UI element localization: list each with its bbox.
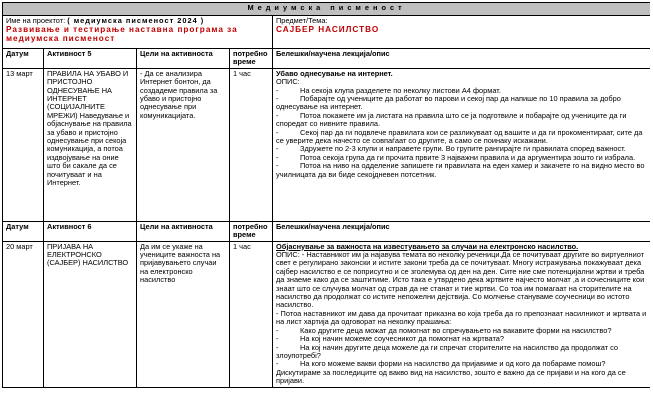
list-item: - На кого можеме вакви форми на насилство да пријавиме и од кого да побараме помош? — [276, 359, 606, 369]
col-activity5-header: Активност 5 — [44, 49, 137, 69]
subject-label: Предмет/Тема: — [276, 16, 328, 25]
row1-time: 1 час — [230, 68, 273, 221]
row2-notes-p1: ОПИС: - Наставникот им ја најавува темата во неколку реченици.Да се почитуваат другите во виртуелниот свет е регулирано законски и истите закони треба да се почитуваат. Многу истражувања покажуваат дека сајбер насилство е се поприсутно и се зголемува од ден на ден. Сите ние сме потенцијални жртви и треба да знаеме како да се заштитиме. Исто така е утврдено дека жртвите најчесто молчат ,а и сочесниците кои знаат што се случува молчат од страв да не станат и тие жртви. Со тоа им помагаат на сторителите на насилство да продолжат со истите непожелни дејствија. Со молчење стануваме соучесници во истото насилство. — [276, 250, 645, 310]
row1-date: 13 март — [3, 68, 44, 221]
list-item: - Здружете по 2-3 клупи и направете групи. Во групите рангирајте ги правилата според важност. — [276, 144, 626, 154]
subject-value: САЈБЕР НАСИЛСТВО — [276, 25, 380, 35]
col-time-header: потребно време — [230, 221, 273, 241]
row1-goals: - Да се анализира Интернет бонтон, да создадеме правила за убаво и пристојно однесување при комуникацијата. — [137, 68, 230, 221]
subject-cell — [273, 16, 651, 49]
project-subtitle: Развивање и тестирање наставна програма за медиумска писменост — [6, 25, 238, 44]
row1-notes — [273, 68, 651, 221]
lesson-plan-table — [2, 2, 650, 388]
row1-notes-intro: ОПИС: — [276, 77, 300, 87]
list-item: - Како другите деца можат да помогнат во спречувањето на вакавите форми на насилство? — [276, 325, 612, 335]
row2-activity: ПРИЈАВА НА ЕЛЕКТРОНСКО (САЈБЕР) НАСИЛСТВО — [44, 241, 137, 387]
list-item: - Побарајте од учениците да работат во парови и секој пар да напише по 10 правила за добро однесување на интернет. — [276, 94, 621, 112]
list-item: - Потоа секоја група да ги прочита првите 3 најважни правила и да аргументира зошто ги избрала. — [276, 152, 636, 162]
project-label: Име на проектот: — [6, 16, 66, 25]
row2-time: 1 час — [230, 241, 273, 387]
table-header-row — [3, 221, 651, 241]
project-cell — [3, 16, 273, 49]
list-item: - На кој начин можеме соучесникот да помогнат на жртвата? — [276, 334, 505, 344]
col-activity6-header: Активност 6 — [44, 221, 137, 241]
project-value: ( медиумска писменост 2024 ) — [67, 16, 205, 25]
lesson-plan-page — [2, 2, 650, 416]
col-notes-header: Белешки/научена лекција/опис — [273, 49, 651, 69]
table-header-row — [3, 49, 651, 69]
col-date-header: Датум — [3, 49, 44, 69]
table-row — [3, 241, 651, 387]
row2-notes-title: Објаснување за важноста на известувањето за случаи на електронско насилство. — [276, 241, 579, 251]
row1-activity: ПРАВИЛА НА УБАВО И ПРИСТОЈНО ОДНЕСУВАЊЕ НА ИНТЕРНЕТ (СОЦИЈАЛНИТЕ МРЕЖИ) Наведување и објаснување на правила за убаво и пристојно однесување при секоја комуникација, а потоа издвојување на оние што би сакале да се почитуваат и на Интернет. — [44, 68, 137, 221]
col-goals-header: Цели на активноста — [137, 221, 230, 241]
col-date-header: Датум — [3, 221, 44, 241]
project-header-row — [3, 16, 651, 49]
row2-notes-p2: - Потоа наставникот им дава да прочитаат приказна во која треба да го препознаат насилникот и жртвата и на лист хартија да одговорат на неколку прашања: — [276, 308, 647, 327]
row2-goals: Да им се укаже на учениците важноста на пријавувањето случаи на електронско насилство — [137, 241, 230, 387]
document-title: Медиумска писменост — [3, 3, 651, 16]
list-item: - На секоја клупа разделете по неколку листови А4 формат. — [276, 85, 501, 95]
list-item: - Потоа покажете им ја листата на правила што се ја подготвиле и побарајте од учениците да ги споредат со нивните правила. — [276, 110, 627, 129]
table-row — [3, 68, 651, 221]
col-goals-header: Цели на активноста — [137, 49, 230, 69]
list-item: - Потоа на ниво на одделение запишете ги правилата на еден хамер и закачете го на видно место во училницата да ви биде секојдневен потсетник. — [276, 161, 645, 179]
col-notes-header: Белешки/научена лекција/опис — [273, 221, 651, 241]
list-item: - На кој начин другите деца можеле да ги спречат сторителите на насилство да продолжат со злоупотребi? — [276, 342, 618, 360]
list-item: - Секој пар да ги подвлече правилата кои се разликуваат од вашите и да ги прокоментираат, сите да се уверите дека начесто се совпаѓаат со другите, а само се поинаку искажани. — [276, 127, 643, 146]
row2-notes-end: Дискутираме за последиците од вакво вид на насилство, зошто е важно да се пријави и на кого да се пријави. — [276, 367, 626, 386]
row2-date: 20 март — [3, 241, 44, 387]
row1-notes-title: Убаво однесување на интернет. — [276, 68, 393, 78]
col-time-header: потребно време — [230, 49, 273, 69]
row2-notes — [273, 241, 651, 387]
